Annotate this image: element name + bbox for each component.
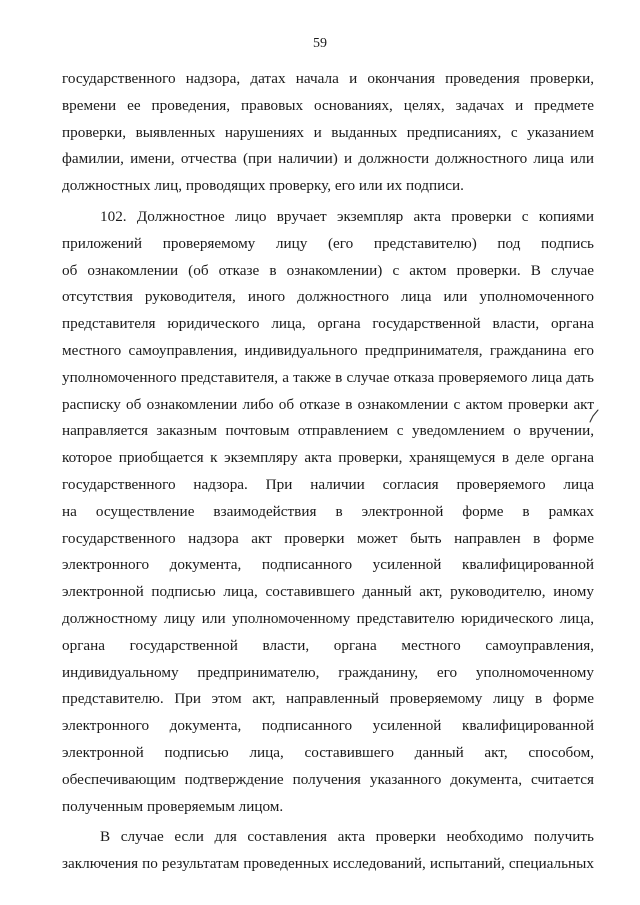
text-line: расписку об ознакомлении либо об отказе в ознакомлении с актом проверки акт [62,395,594,413]
paragraph-3 [62,824,594,878]
text-line: государственного надзора акт проверки может быть направлен в форме [62,529,594,547]
text-line: представителя юридического лица, органа государственной власти, органа [62,315,594,333]
text-line: представителю. При этом акт, направленный проверяемому лицу в форме [62,690,594,708]
paragraph-102 [62,204,594,820]
text-line: должностных лиц, проводящих проверку, его или их подписи. [62,177,464,195]
text-line: 102. Должностное лицо вручает экземпляр акта проверки с копиями [100,207,594,225]
text-line: времени ее проведения, правовых основаниях, целях, задачах и предмете [62,96,594,114]
paragraph-1 [62,66,594,200]
text-line: проверки, выявленных нарушениях и выданных предписаниях, с указанием [62,123,594,141]
text-line: приложений проверяемому лицу (его представителю) под подпись [62,234,594,252]
text-line: об ознакомлении (об отказе в ознакомлении) с актом проверки. В случае [62,261,594,279]
text-line: В случае если для составления акта проверки необходимо получить [100,828,594,846]
document-body [62,66,594,878]
pen-mark-icon [588,408,600,424]
page-number: 59 [313,36,327,51]
text-line: на осуществление взаимодействия в электронной форме в рамках [62,502,594,520]
text-line: должностному лицу или уполномоченному представителю юридического лица, [62,609,594,627]
text-line: направляется заказным почтовым отправлением с уведомлением о вручении, [62,422,594,440]
text-line: органа государственной власти, органа местного самоуправления, [62,636,594,654]
text-line: отсутствия руководителя, иного должностного лица или уполномоченного [62,288,594,306]
text-line: электронного документа, подписанного усиленной квалифицированной [62,556,594,574]
text-line: которое приобщается к экземпляру акта проверки, хранящемуся в деле органа [62,449,594,467]
text-line: заключения по результатам проведенных исследований, испытаний, специальных [62,855,594,873]
text-line: электронной подписью лица, составившего данный акт, руководителю, иному [62,583,594,601]
text-line: полученным проверяемым лицом. [62,797,284,815]
text-line: фамилии, имени, отчества (при наличии) и должности должностного лица или [62,150,594,168]
text-line: электронной подписью лица, составившего данный акт, способом, [62,743,594,761]
text-line: уполномоченного представителя, а также в случае отказа проверяемого лица дать [62,368,594,386]
text-line: государственного надзора. При наличии согласия проверяемого лица [62,475,594,493]
text-line: индивидуальному предпринимателю, гражданину, его уполномоченному [62,663,594,681]
text-line: электронного документа, подписанного усиленной квалифицированной [62,717,594,735]
text-line: местного самоуправления, индивидуального предпринимателя, гражданина его [62,341,594,359]
text-line: обеспечивающим подтверждение получения указанного документа, считается [62,770,594,788]
text-line: государственного надзора, датах начала и окончания проведения проверки, [62,70,594,87]
